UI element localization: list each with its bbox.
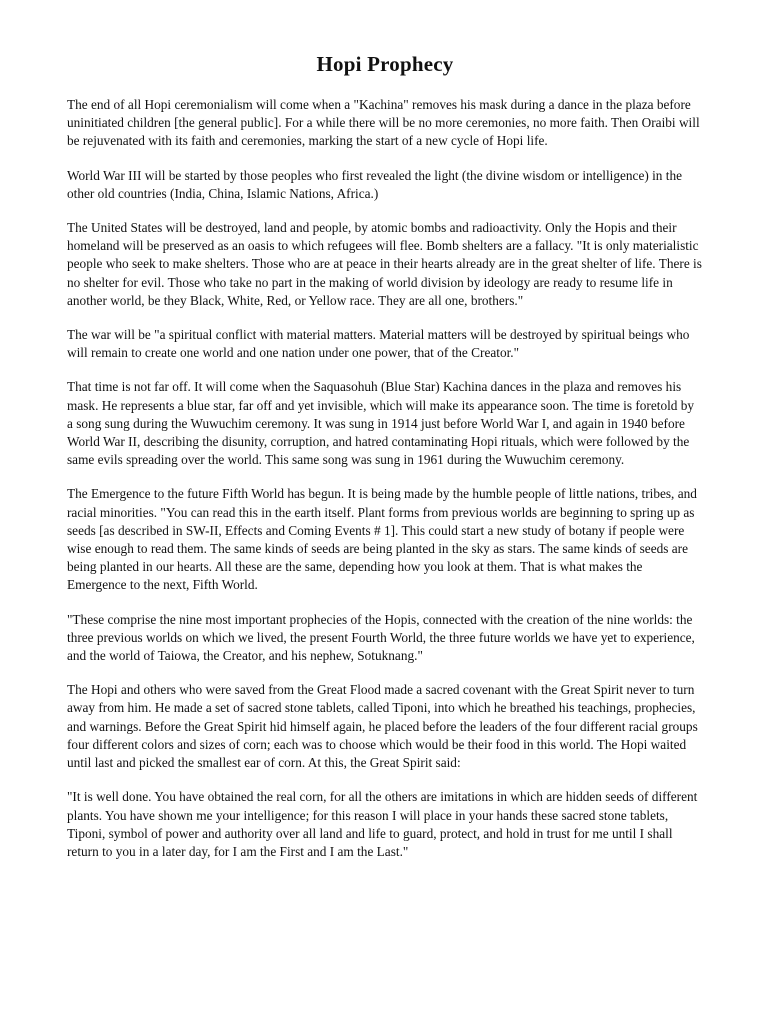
paragraph-1: The end of all Hopi ceremonialism will come when a "Kachina" removes his mask during a dance in the plaza before uninitiated children [the general public]. For a while there will be no more ceremonies, no more faith. Then Oraibi will be rejuvenated with its faith and ceremonies, marking the start of a new cycle of Hopi life. [67, 97, 700, 149]
paragraph-8: The Hopi and others who were saved from the Great Flood made a sacred covenant with the Great Spirit never to turn away from him. He made a set of sacred stone tablets, called Tiponi, into which he breathed his teachings, prophecies, and warnings. Before the Great Spirit hid himself again, he placed before the leaders of the four different racial groups four different colors and sizes of corn; each was to choose which would be their food in this world. The Hopi waited until last and picked the smallest ear of corn. At this, the Great Spirit said: [67, 682, 698, 771]
page-title: Hopi Prophecy [316, 52, 454, 76]
paragraph-7: "These comprise the nine most important prophecies of the Hopis, connected with the creation of the nine worlds: the three previous worlds on which we lived, the present Fourth World, the three future worlds we have yet to experience, and the world of Taiowa, the Creator, and his nephew, Sotuknang." [67, 611, 695, 664]
paragraph-2: World War III will be started by those peoples who first revealed the light (the divine wisdom or intelligence) in the other old countries (India, China, Islamic Nations, Africa.) [67, 167, 683, 201]
paragraph-5: That time is not far off. It will come when the Saquasohuh (Blue Star) Kachina dances in the plaza and removes his mask. He represents a blue star, far off and yet invisible, which will make its appearance soon. The time is foretold by a song sung during the Wuwuchim ceremony. It was sung in 1914 just before World War I, and again in 1940 before World War II, describing the disunity, corruption, and hatred contaminating Hopi rituals, which were followed by the same evils spreading over the world. This same song was sung in 1961 during the Wuwuchim ceremony. [67, 379, 695, 468]
paragraph-6: The Emergence to the future Fifth World has begun. It is being made by the humble people of little nations, tribes, and racial minorities. "You can read this in the earth itself. Plant forms from previous worlds are beginning to spring up as seeds [as described in SW-II, Effects and Coming Events # 1]. This could start a new study of botany if people were wise enough to read them. The same kinds of seeds are being planted in the sky as stars. The same kinds of seeds are being planted in our hearts. All these are the same, depending how you look at them. That is what makes the Emergence to the next, Fifth World. [67, 486, 697, 593]
document-page [67, 50, 703, 877]
paragraph-3: The United States will be destroyed, land and people, by atomic bombs and radioactivity. Only the Hopis and their homeland will be preserved as an oasis to which refugees will flee. Bomb shelters are a fallacy. "It is only materialistic people who seek to make shelters. Those who are at peace in their hearts already are in the great shelter of life. There is no shelter for evil. Those who take no part in the making of world division by ideology are ready to resume life in another world, be they Black, White, Red, or Yellow race. They are all one, brothers." [67, 220, 702, 308]
paragraph-4: The war will be "a spiritual conflict with material matters. Material matters will be destroyed by spiritual beings who will remain to create one world and one nation under one power, that of the Creator." [67, 327, 690, 361]
paragraph-9: "It is well done. You have obtained the real corn, for all the others are imitations in which are hidden seeds of different plants. You have shown me your intelligence; for this reason I will place in your hands these sacred stone tablets, Tiponi, symbol of power and authority over all land and life to guard, protect, and hold in trust for me until I shall return to you in a later day, for I am the First and I am the Last." [67, 789, 698, 859]
